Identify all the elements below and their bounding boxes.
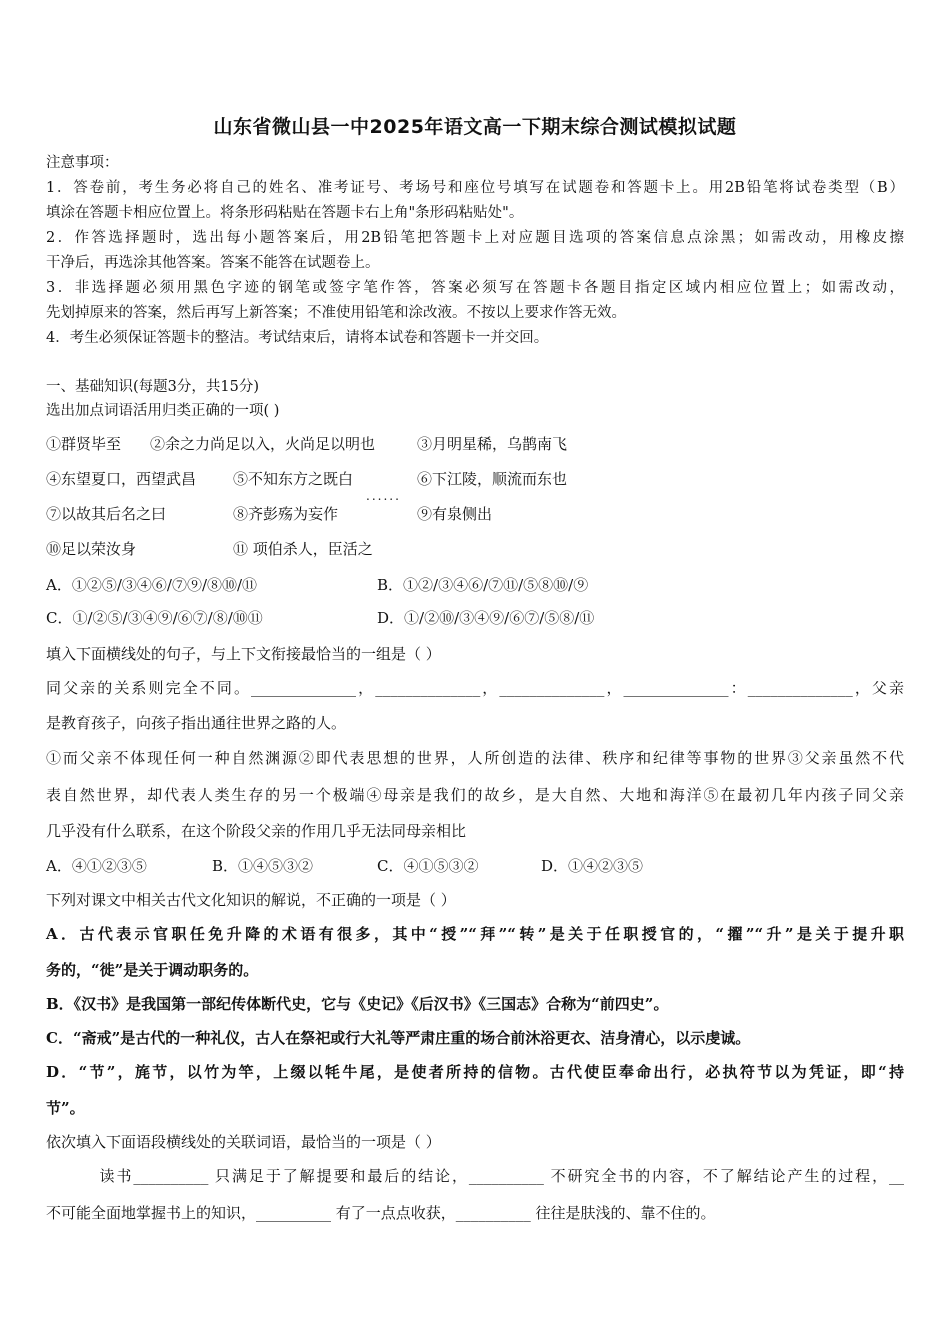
question-2-passage: 表自然世界，却代表人类生存的另一个极端④母亲是我们的故乡，是大自然、大地和海洋⑤在最初几年内孩子同父亲 (46, 786, 904, 804)
notice-line: 1．答卷前，考生务必将自己的姓名、准考证号、考场号和座位号填写在试题卷和答题卡上。用2B铅笔将试卷类型（B） (46, 180, 904, 196)
notice-line: 3．非选择题必须用黑色字迹的钢笔或签字笔作答，答案必须写在答题卡各题目指定区域内相应位置上；如需改动， (46, 280, 904, 296)
question-4-stem: 依次填入下面语段横线处的关联词语，最恰当的一项是（ ） (46, 1133, 441, 1151)
section-heading: 一、基础知识(每题3分，共15分) (46, 379, 259, 395)
q3-option-b[interactable]: B．《汉书》是我国第一部纪传体断代史，它与《史记》《后汉书》《三国志》合称为“前四史”。 (46, 995, 669, 1013)
q1-item: ⑤不知东方之既白 (233, 470, 354, 488)
q1-option-c[interactable]: C．①/②⑤/③④⑨/⑥⑦/⑧/⑩⑪ (46, 609, 263, 627)
question-1-stem: 选出加点词语活用归类正确的一项( ) (46, 403, 280, 419)
q3-option-a[interactable]: A．古代表示官职任免升降的术语有很多，其中“授”“拜”“转”是关于任职授官的，“擢”“升”是关于提升职 (46, 925, 904, 943)
page-title: 山东省微山县一中2025年语文高一下期末综合测试模拟试题 (213, 116, 737, 138)
question-2-stem: 填入下面横线处的句子，与上下文衔接最恰当的一组是（ ） (46, 645, 441, 663)
q1-item: ⑦以故其后名之曰 (46, 505, 167, 523)
notice-line: 填涂在答题卡相应位置上。将条形码粘贴在答题卡右上角"条形码粘贴处"。 (46, 205, 524, 221)
q2-option-b[interactable]: B．①④⑤③② (212, 857, 314, 875)
q1-item: ①群贤毕至 (46, 435, 122, 453)
question-2-text: 同父亲的关系则完全不同。______________，______________，______________，______________：______________，父亲 (46, 679, 904, 697)
q3-option-c[interactable]: C．“斋戒”是古代的一种礼仪，古人在祭祀或行大礼等严肃庄重的场合前沐浴更衣、洁身清心，以示虔诚。 (46, 1029, 751, 1047)
notice-line: 4．考生必须保证答题卡的整洁。考试结束后，请将本试卷和答题卡一并交回。 (46, 330, 549, 346)
q1-item: ⑪ 项伯杀人，臣活之 (233, 540, 373, 558)
q1-option-a[interactable]: A．①②⑤/③④⑥/⑦⑨/⑧⑩/⑪ (46, 576, 258, 594)
q1-item: ⑥下江陵，顺流而东也 (417, 470, 568, 488)
q2-option-a[interactable]: A．④①②③⑤ (46, 857, 147, 875)
question-3-stem: 下列对课文中相关古代文化知识的解说，不正确的一项是（ ） (46, 891, 456, 909)
notice-line: 干净后，再选涂其他答案。答案不能答在试题卷上。 (46, 255, 380, 271)
q1-item: ③月明星稀，乌鹊南飞 (417, 435, 568, 453)
q1-option-d[interactable]: D．①/②⑩/③④⑨/⑥⑦/⑤⑧/⑪ (377, 609, 595, 627)
notice-heading: 注意事项： (46, 155, 119, 171)
q3-option-d-cont: 节”。 (46, 1099, 85, 1117)
q1-option-b[interactable]: B．①②/③④⑥/⑦⑪/⑤⑧⑩/⑨ (377, 576, 589, 594)
q1-item: ⑨有泉侧出 (417, 505, 493, 523)
q2-option-c[interactable]: C．④①⑤③② (377, 857, 479, 875)
q2-option-d[interactable]: D．①④②③⑤ (541, 857, 644, 875)
question-2-passage: ①而父亲不体现任何一种自然渊源②即代表思想的世界，人所创造的法律、秩序和纪律等事物的世界③父亲虽然不代 (46, 749, 904, 767)
question-2-text: 是教育孩子，向孩子指出通往世界之路的人。 (46, 714, 347, 732)
question-2-passage: 几乎没有什么联系，在这个阶段父亲的作用几乎无法同母亲相比 (46, 822, 467, 840)
q3-option-d[interactable]: D．“节”，旄节，以竹为竿，上缀以牦牛尾，是使者所持的信物。古代使臣奉命出行，必执符节以为凭证，即“持 (46, 1063, 904, 1081)
q1-item: ④东望夏口，西望武昌 (46, 470, 197, 488)
question-4-text: 读书__________ 只满足于了解提要和最后的结论，__________ 不研究全书的内容，不了解结论产生的过程，__ (46, 1167, 904, 1185)
question-4-text: 不可能全面地掌握书上的知识，__________ 有了一点点收获，__________ 往往是肤浅的、靠不住的。 (46, 1204, 716, 1222)
q3-option-a-cont: 务的，“徙”是关于调动职务的。 (46, 961, 259, 979)
q1-item: ②余之力尚足以入，火尚足以明也 (150, 435, 376, 453)
notice-line: 先划掉原来的答案，然后再写上新答案；不准使用铅笔和涂改液。不按以上要求作答无效。 (46, 305, 626, 321)
notice-line: 2．作答选择题时，选出每小题答案后，用2B铅笔把答题卡上对应题目选项的答案信息点涂黑；如需改动，用橡皮擦 (46, 230, 904, 246)
emphasis-dots: ...... (366, 489, 401, 503)
q1-item: ⑩足以荣汝身 (46, 540, 137, 558)
q1-item: ⑧齐彭殇为妄作 (233, 505, 339, 523)
